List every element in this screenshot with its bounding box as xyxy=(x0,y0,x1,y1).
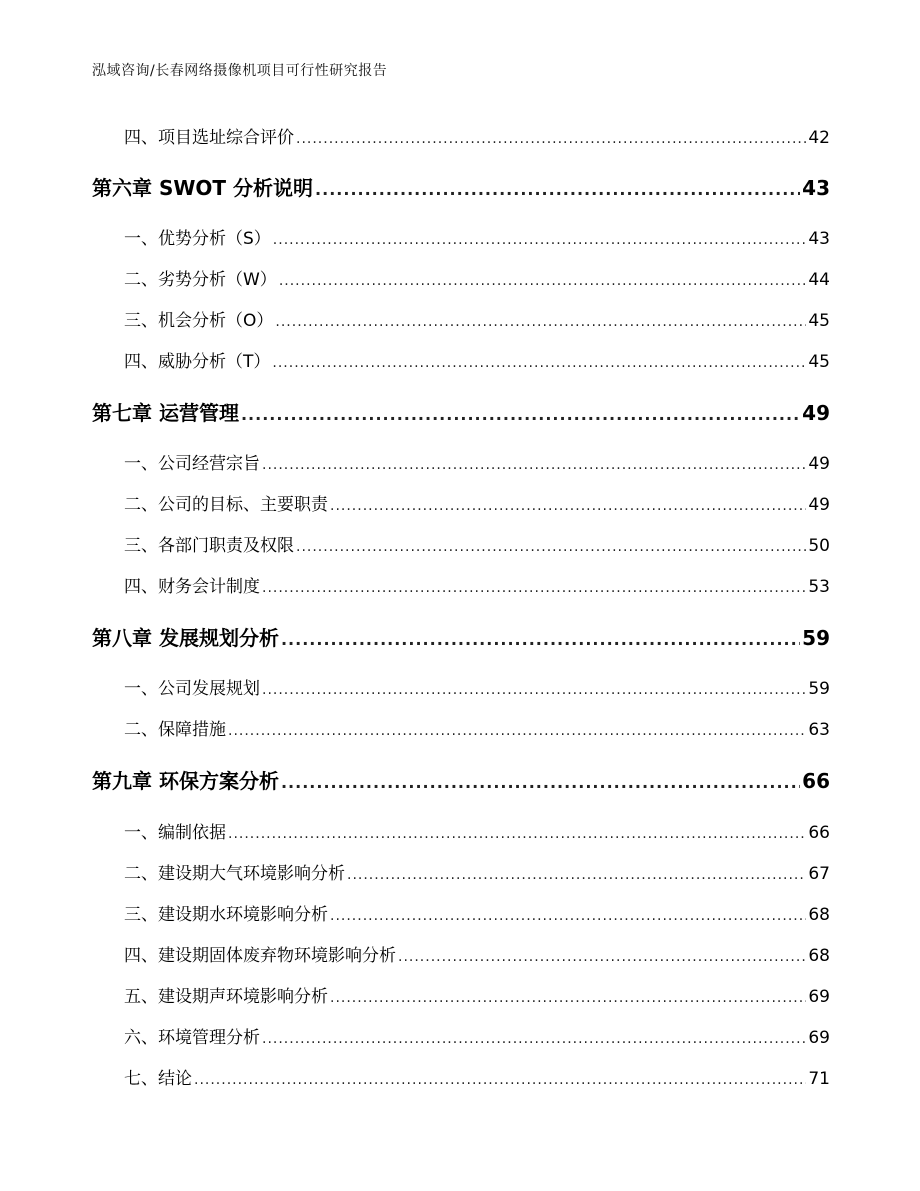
entry-number: 四、 xyxy=(124,577,158,597)
dot-leader xyxy=(296,539,806,555)
entry-page-number: 49 xyxy=(808,495,830,515)
entry-title: 各部门职责及权限 xyxy=(158,536,294,556)
entry-page-number: 67 xyxy=(808,864,830,884)
toc-section-entry[interactable] xyxy=(92,347,830,373)
entry-page-number: 59 xyxy=(808,679,830,699)
entry-page-number: 43 xyxy=(808,229,830,249)
entry-title: 环境管理分析 xyxy=(158,1028,260,1048)
entry-title: 结论 xyxy=(158,1069,192,1089)
toc-section-entry[interactable] xyxy=(92,531,830,557)
entry-page-number: 45 xyxy=(808,311,830,331)
entry-title: 第六章 SWOT 分析说明 xyxy=(92,176,314,200)
dot-leader xyxy=(347,867,806,883)
toc-section-entry[interactable] xyxy=(92,1023,830,1049)
toc-section-entry[interactable] xyxy=(92,941,830,967)
toc-chapter-entry[interactable] xyxy=(92,622,830,652)
entry-number: 四、 xyxy=(124,946,158,966)
entry-title: 机会分析（O） xyxy=(158,311,274,331)
toc-section-entry[interactable] xyxy=(92,490,830,516)
dot-leader xyxy=(279,273,807,289)
entry-page-number: 42 xyxy=(808,128,830,148)
toc-chapter-entry[interactable] xyxy=(92,397,830,427)
entry-number: 二、 xyxy=(124,270,158,290)
toc-section-entry[interactable] xyxy=(92,265,830,291)
toc-section-entry[interactable] xyxy=(92,715,830,741)
toc-section-entry[interactable] xyxy=(92,572,830,598)
entry-title: 编制依据 xyxy=(158,823,226,843)
dot-leader xyxy=(296,131,806,147)
entry-number: 二、 xyxy=(124,495,158,515)
entry-title: 第九章 环保方案分析 xyxy=(92,769,279,793)
dot-leader xyxy=(228,723,806,739)
entry-page-number: 69 xyxy=(808,1028,830,1048)
entry-number: 一、 xyxy=(124,454,158,474)
entry-page-number: 43 xyxy=(802,176,830,200)
entry-page-number: 63 xyxy=(808,720,830,740)
dot-leader xyxy=(262,457,806,473)
entry-page-number: 69 xyxy=(808,987,830,1007)
entry-number: 二、 xyxy=(124,720,158,740)
dot-leader xyxy=(228,826,806,842)
entry-page-number: 53 xyxy=(808,577,830,597)
entry-number: 六、 xyxy=(124,1028,158,1048)
dot-leader xyxy=(262,682,806,698)
dot-leader xyxy=(272,355,806,371)
entry-page-number: 59 xyxy=(802,626,830,650)
entry-number: 三、 xyxy=(124,905,158,925)
entry-title: 财务会计制度 xyxy=(158,577,260,597)
dot-leader xyxy=(241,405,800,424)
entry-title: 公司经营宗旨 xyxy=(158,454,260,474)
entry-title: 建设期声环境影响分析 xyxy=(158,987,328,1007)
entry-title: 劣势分析（W） xyxy=(158,270,277,290)
entry-title: 第八章 发展规划分析 xyxy=(92,626,279,650)
entry-title: 项目选址综合评价 xyxy=(158,128,294,148)
dot-leader xyxy=(273,232,807,248)
toc-section-entry[interactable] xyxy=(92,123,830,149)
dot-leader xyxy=(281,773,800,792)
toc-section-entry[interactable] xyxy=(92,818,830,844)
entry-title: 公司发展规划 xyxy=(158,679,260,699)
dot-leader xyxy=(262,1031,806,1047)
toc-section-entry[interactable] xyxy=(92,982,830,1008)
entry-title: 第七章 运营管理 xyxy=(92,401,239,425)
entry-number: 五、 xyxy=(124,987,158,1007)
dot-leader xyxy=(194,1072,806,1088)
dot-leader xyxy=(330,498,806,514)
toc-section-entry[interactable] xyxy=(92,674,830,700)
toc-section-entry[interactable] xyxy=(92,449,830,475)
entry-number: 一、 xyxy=(124,823,158,843)
entry-number: 一、 xyxy=(124,679,158,699)
entry-number: 三、 xyxy=(124,536,158,556)
dot-leader xyxy=(330,990,806,1006)
entry-page-number: 45 xyxy=(808,352,830,372)
toc-section-entry[interactable] xyxy=(92,1064,830,1090)
entry-page-number: 68 xyxy=(808,946,830,966)
entry-page-number: 71 xyxy=(808,1069,830,1089)
toc-section-entry[interactable] xyxy=(92,224,830,250)
entry-number: 四、 xyxy=(124,352,158,372)
entry-title: 建设期大气环境影响分析 xyxy=(158,864,345,884)
entry-page-number: 44 xyxy=(808,270,830,290)
dot-leader xyxy=(281,630,800,649)
entry-page-number: 68 xyxy=(808,905,830,925)
entry-title: 优势分析（S） xyxy=(158,229,271,249)
dot-leader xyxy=(262,580,806,596)
entry-title: 威胁分析（T） xyxy=(158,352,271,372)
entry-page-number: 66 xyxy=(802,769,830,793)
toc-chapter-entry[interactable] xyxy=(92,172,830,202)
toc-section-entry[interactable] xyxy=(92,859,830,885)
entry-page-number: 66 xyxy=(808,823,830,843)
entry-title: 建设期固体废弃物环境影响分析 xyxy=(158,946,396,966)
entry-title: 保障措施 xyxy=(158,720,226,740)
entry-page-number: 50 xyxy=(808,536,830,556)
toc-section-entry[interactable] xyxy=(92,900,830,926)
toc-chapter-entry[interactable] xyxy=(92,765,830,795)
entry-number: 七、 xyxy=(124,1069,158,1089)
entry-number: 二、 xyxy=(124,864,158,884)
entry-page-number: 49 xyxy=(808,454,830,474)
entry-number: 四、 xyxy=(124,128,158,148)
entry-number: 一、 xyxy=(124,229,158,249)
entry-page-number: 49 xyxy=(802,401,830,425)
dot-leader xyxy=(330,908,806,924)
toc-section-entry[interactable] xyxy=(92,306,830,332)
entry-title: 公司的目标、主要职责 xyxy=(158,495,328,515)
entry-title: 建设期水环境影响分析 xyxy=(158,905,328,925)
dot-leader xyxy=(315,180,800,199)
dot-leader xyxy=(398,949,806,965)
dot-leader xyxy=(275,314,806,330)
running-header: 泓域咨询/长春网络摄像机项目可行性研究报告 xyxy=(92,63,388,79)
entry-number: 三、 xyxy=(124,311,158,331)
